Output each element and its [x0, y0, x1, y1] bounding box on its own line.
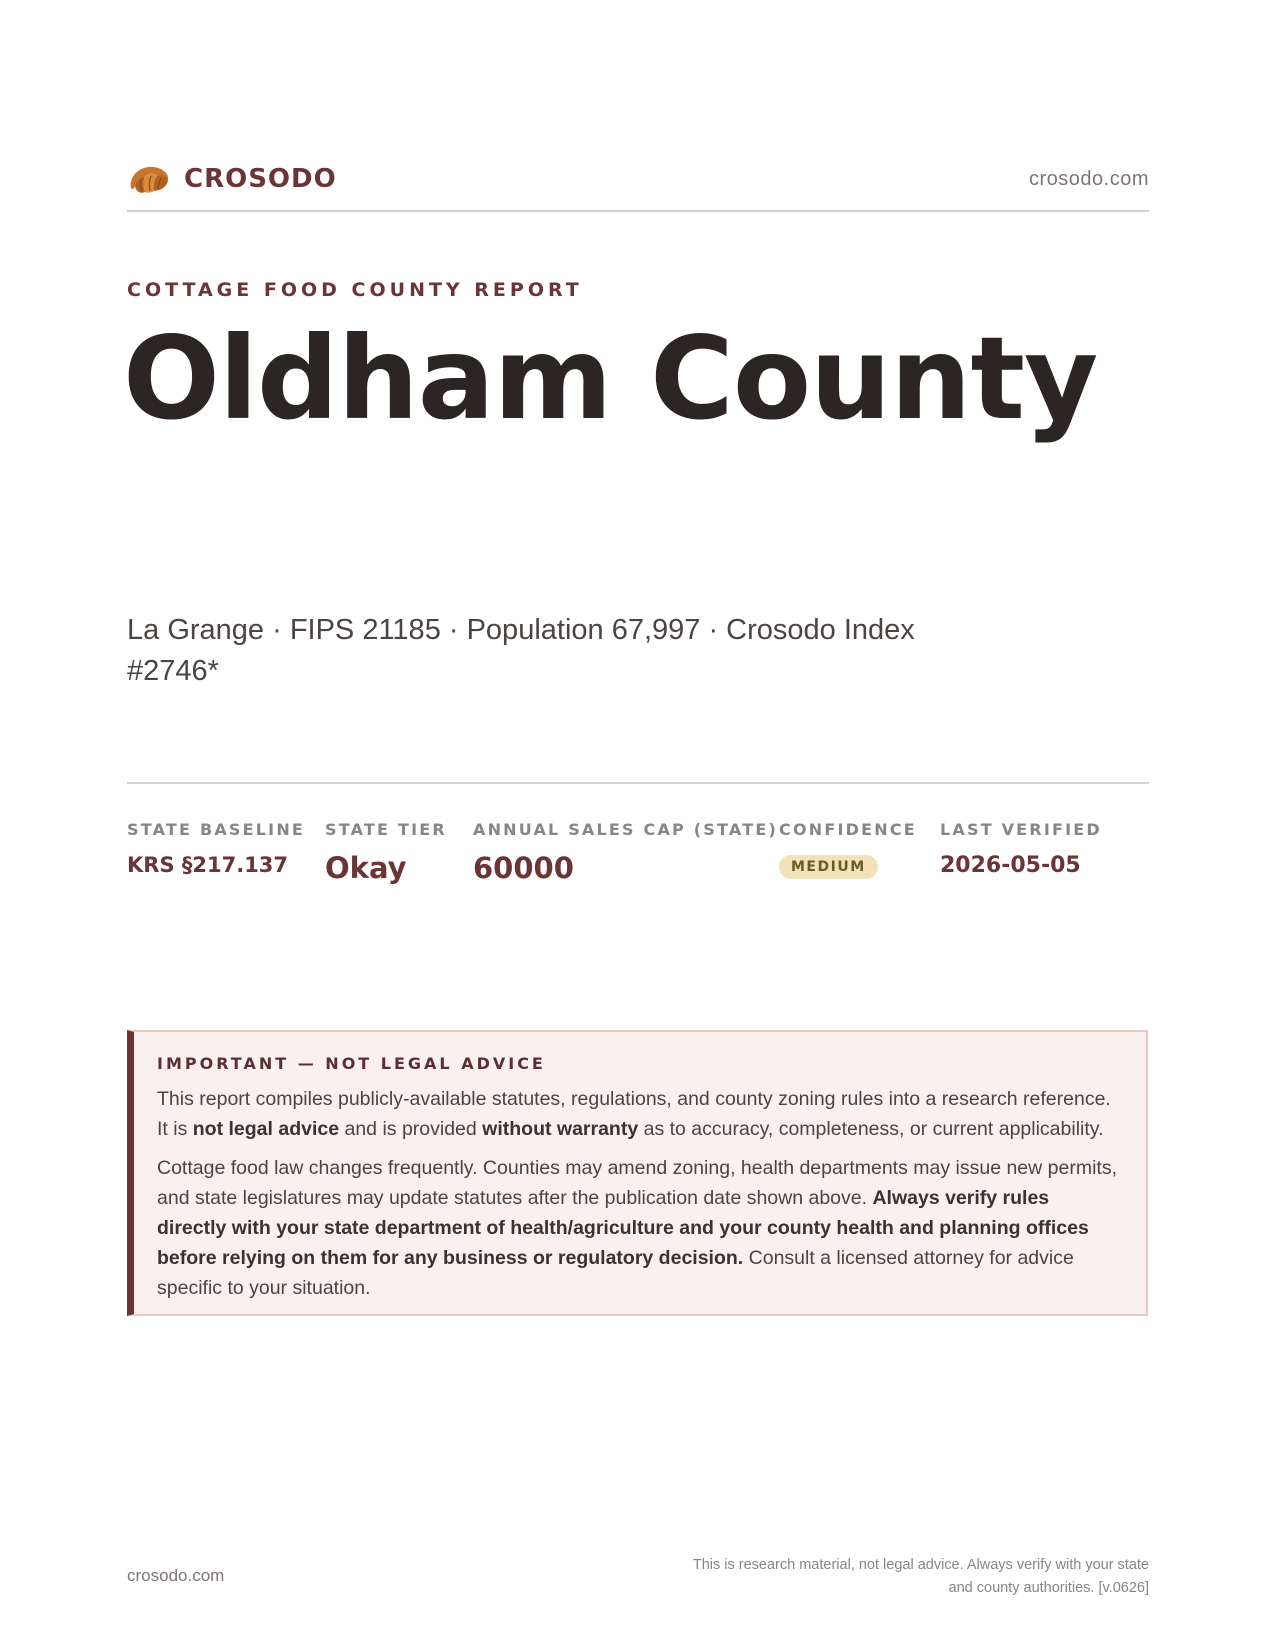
- page-title: Oldham County: [123, 312, 1098, 445]
- legal-notice: [127, 1030, 1148, 1316]
- report-subtitle: La Grange · FIPS 21185 · Population 67,997 · Crosodo Index #2746*: [127, 614, 915, 687]
- stat-label: STATE TIER: [325, 820, 447, 839]
- stat-label: CONFIDENCE: [779, 820, 917, 839]
- report-eyebrow: COTTAGE FOOD COUNTY REPORT: [127, 279, 583, 301]
- footer-site[interactable]: crosodo.com: [127, 1566, 225, 1585]
- stat-label: LAST VERIFIED: [940, 820, 1102, 839]
- stat-last-verified: [940, 820, 1102, 878]
- stat-confidence: [779, 820, 917, 879]
- page-header: [127, 156, 1149, 212]
- stat-state-baseline: [127, 820, 305, 877]
- brand-name: CROSODO: [184, 164, 337, 194]
- site-url[interactable]: crosodo.com: [1029, 168, 1149, 190]
- croissant-icon: [127, 160, 171, 200]
- stat-value: 2026-05-05: [940, 853, 1081, 878]
- notice-paragraph: This report compiles publicly-available statutes, regulations, and county zoning rules into a research reference. It is not legal advice and is provided without warranty as to accuracy, completeness, or current applicability.: [157, 1088, 1111, 1140]
- stat-value: 60000: [473, 851, 574, 885]
- stat-state-tier: [325, 820, 447, 885]
- stat-annual-sales-cap: [473, 820, 778, 885]
- footer-disclaimer: This is research material, not legal advice. Always verify with your state and county authorities. [v.0626]: [692, 1557, 1149, 1596]
- notice-title: IMPORTANT — NOT LEGAL ADVICE: [157, 1054, 546, 1073]
- stat-label: STATE BASELINE: [127, 820, 306, 839]
- report-page: [123, 0, 1149, 1650]
- stat-label: ANNUAL SALES CAP (STATE): [473, 820, 778, 839]
- stat-value: Okay: [325, 851, 407, 885]
- notice-paragraph: Cottage food law changes frequently. Counties may amend zoning, health departments may issue new permits, and state legislatures may update statutes after the publication date shown above. Always verify rules directly with your state department of health/agriculture and your county health and planning offices before relying on them for any business or regulatory decision. Consult a licensed attorney for advice specific to your situation.: [157, 1157, 1117, 1299]
- confidence-badge: MEDIUM: [779, 855, 878, 879]
- section-divider: [127, 782, 1149, 784]
- stat-value: KRS §217.137: [127, 853, 289, 877]
